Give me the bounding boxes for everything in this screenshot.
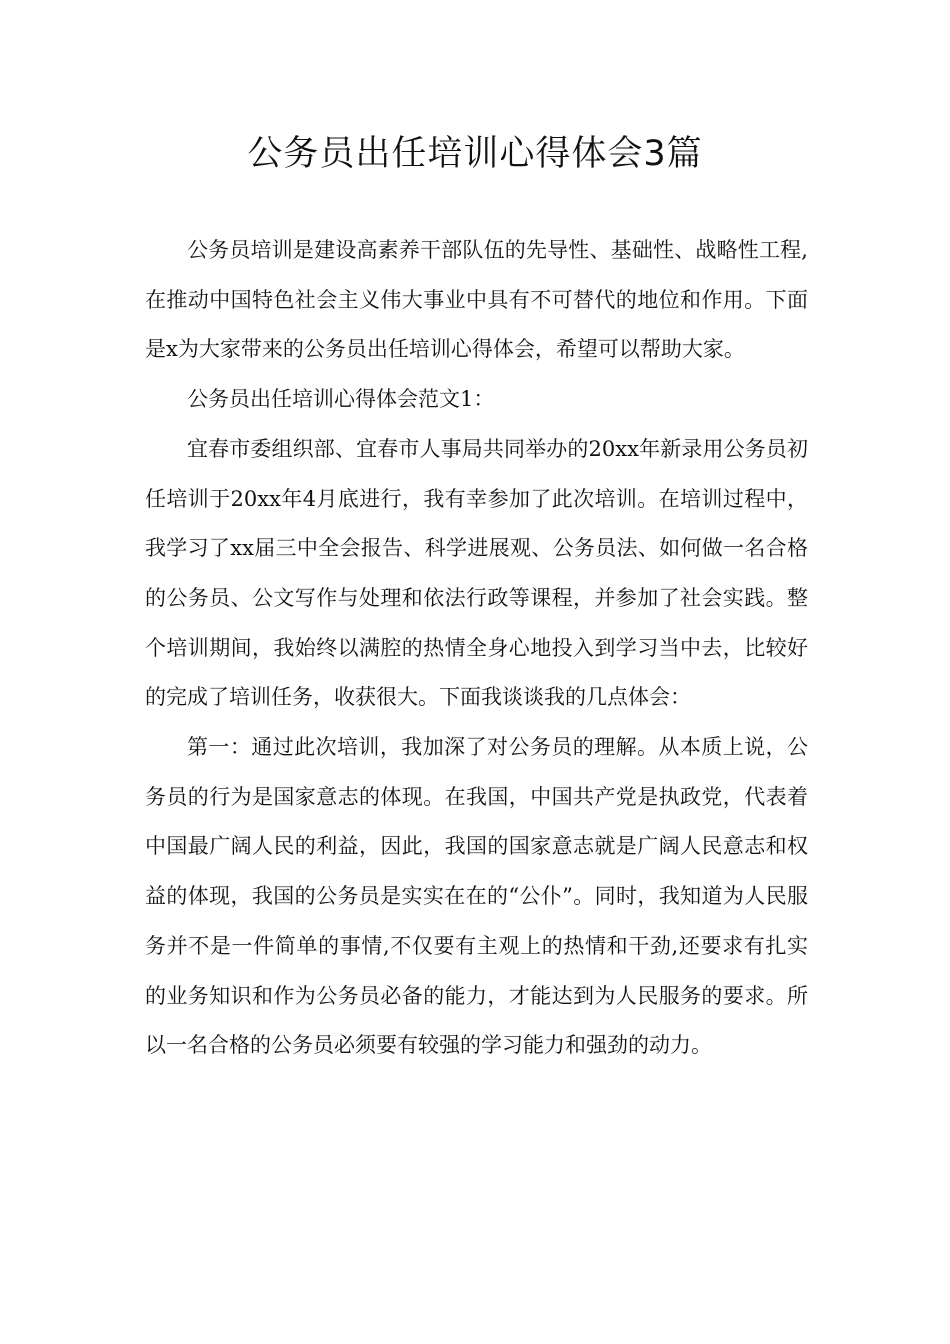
document-body xyxy=(145,226,808,1071)
paragraph-sample-heading: 公务员出任培训心得体会范文1： xyxy=(187,387,495,412)
document-title: 公务员出任培训心得体会3篇 xyxy=(247,134,703,174)
paragraph-intro: 公务员培训是建设高素养干部队伍的先导性、基础性、战略性工程,在推动中国特色社会主义伟大事业中具有不可替代的地位和作用。下面是x为大家带来的公务员出任培训心得体会，希望可以帮助大家。 xyxy=(145,238,808,362)
paragraph-first-insight: 第一：通过此次培训，我加深了对公务员的理解。从本质上说，公务员的行为是国家意志的体现。在我国，中国共产党是执政党，代表着中国最广阔人民的利益，因此，我国的国家意志就是广阔人民意志和权益的体现，我国的公务员是实实在在的“公仆”。同时，我知道为人民服务并不是一件简单的事情,不仅要有主观上的热情和干劲,还要求有扎实的业务知识和作为公务员必备的能力，才能达到为人民服务的要求。所以一名合格的公务员必须要有较强的学习能力和强劲的动力。 xyxy=(145,735,808,1058)
paragraph-training-overview: 宜春市委组织部、宜春市人事局共同举办的20xx年新录用公务员初任培训于20xx年4月底进行，我有幸参加了此次培训。在培训过程中，我学习了xx届三中全会报告、科学进展观、公务员法、如何做一名合格的公务员、公文写作与处理和依法行政等课程，并参加了社会实践。整个培训期间，我始终以满腔的热情全身心地投入到学习当中去，比较好的完成了培训任务，收获很大。下面我谈谈我的几点体会： xyxy=(145,436,808,710)
